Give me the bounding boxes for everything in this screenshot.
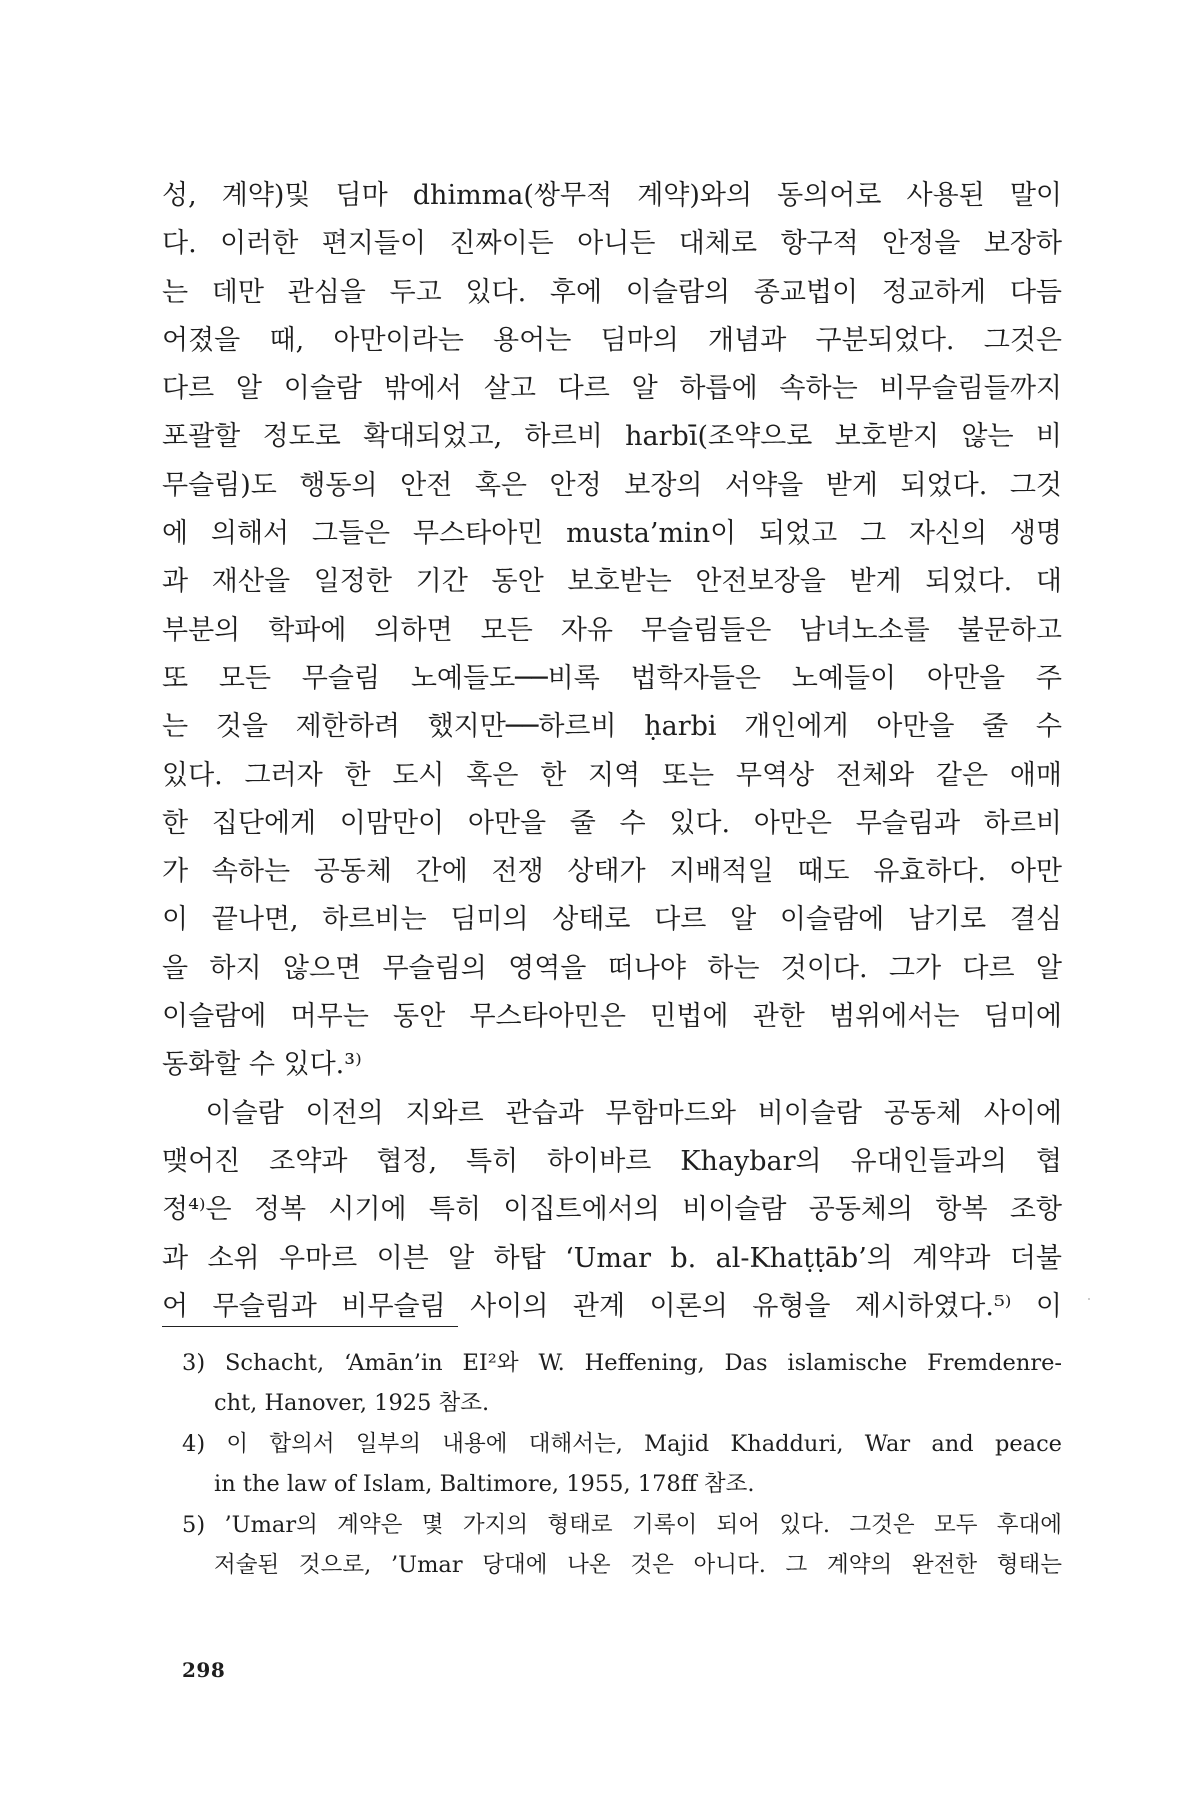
body-line: 정⁴⁾은 정복 시기에 특히 이집트에서의 비이슬람 공동체의 항복 조항 xyxy=(162,1194,1062,1226)
footnote-divider xyxy=(162,1326,458,1327)
body-line: 과 재산을 일정한 기간 동안 보호받는 안전보장을 받게 되었다. 대 xyxy=(162,566,1062,598)
body-line-paragraph-end: 동화할 수 있다.³⁾ xyxy=(162,1049,362,1081)
body-line: 맺어진 조약과 협정, 특히 하이바르 Khaybar의 유대인들과의 협 xyxy=(162,1145,1062,1177)
footnotes xyxy=(182,1344,1062,1585)
body-line: 는 데만 관심을 두고 있다. 후에 이슬람의 종교법이 정교하게 다듬 xyxy=(162,276,1062,308)
footnote-line: 4) 이 합의서 일부의 내용에 대해서는, Majid Khadduri, War and peace xyxy=(182,1431,1062,1457)
footnote-3 xyxy=(182,1344,1062,1423)
body-line: 무슬림)도 행동의 안전 혹은 안정 보장의 서약을 받게 되었다. 그것 xyxy=(162,469,1062,501)
footnote-line: cht, Hanover, 1925 참조. xyxy=(214,1389,490,1416)
body-line: 다. 이러한 편지들이 진짜이든 아니든 대체로 항구적 안정을 보장하 xyxy=(162,228,1062,260)
footnote-line: 3) Schacht, ‘Amān’in EI²와 W. Heffening, Das islamische Fremdenre- xyxy=(182,1350,1062,1376)
footnote-4 xyxy=(182,1425,1062,1504)
footnote-line: 저술된 것으로, ’Umar 당대에 나온 것은 아니다. 그 계약의 완전한 형태는 xyxy=(214,1551,1062,1578)
body-line: 가 속하는 공동체 간에 전쟁 상태가 지배적일 때도 유효하다. 아만 xyxy=(162,856,1062,888)
body-line: 과 소위 우마르 이븐 알 하탑 ‘Umar b. al-Khaṭṭāb’의 계약과 더불 xyxy=(162,1242,1062,1274)
body-line: 포괄할 정도로 확대되었고, 하르비 harbī(조약으로 보호받지 않는 비 xyxy=(162,421,1062,453)
body-line: 부분의 학파에 의하면 모든 자유 무슬림들은 남녀노소를 불문하고 xyxy=(162,614,1062,646)
page-number: 298 xyxy=(182,1658,226,1682)
body-line: 이 끝나면, 하르비는 딤미의 상태로 다르 알 이슬람에 남기로 결심 xyxy=(162,904,1062,936)
body-line: 는 것을 제한하려 했지만──하르비 ḥarbi 개인에게 아만을 줄 수 xyxy=(162,711,1062,743)
body-line: 한 집단에게 이맘만이 아만을 줄 수 있다. 아만은 무슬림과 하르비 xyxy=(162,807,1062,839)
footnote-line: in the law of Islam, Baltimore, 1955, 178ff 참조. xyxy=(214,1470,755,1497)
footnote-line: 5) ’Umar의 계약은 몇 가지의 형태로 기록이 되어 있다. 그것은 모두 후대에 xyxy=(182,1512,1062,1538)
body-line: 있다. 그러자 한 도시 혹은 한 지역 또는 무역상 전체와 같은 애매 xyxy=(162,759,1062,791)
body-line: 어졌을 때, 아만이라는 용어는 딤마의 개념과 구분되었다. 그것은 xyxy=(162,324,1062,356)
body-line: 에 의해서 그들은 무스타아민 musta’min이 되었고 그 자신의 생명 xyxy=(162,518,1062,550)
body-text xyxy=(162,172,1062,1331)
body-line-paragraph-start: 이슬람 이전의 지와르 관습과 무함마드와 비이슬람 공동체 사이에 xyxy=(162,1097,1062,1129)
body-line: 어 무슬림과 비무슬림 사이의 관계 이론의 유형을 제시하였다.⁵⁾ 이 xyxy=(162,1290,1062,1322)
body-line: 성, 계약)및 딤마 dhimma(쌍무적 계약)와의 동의어로 사용된 말이 xyxy=(162,180,1062,211)
footnote-5 xyxy=(182,1506,1062,1585)
body-line: 또 모든 무슬림 노예들도──비록 법학자들은 노예들이 아만을 주 xyxy=(162,662,1062,694)
body-line: 을 하지 않으면 무슬림의 영역을 떠나야 하는 것이다. 그가 다르 알 xyxy=(162,952,1062,984)
body-line: 다르 알 이슬람 밖에서 살고 다르 알 하릅에 속하는 비무슬림들까지 xyxy=(162,373,1062,405)
scan-speck xyxy=(1088,1298,1090,1300)
body-line: 이슬람에 머무는 동안 무스타아민은 민법에 관한 범위에서는 딤미에 xyxy=(162,1001,1062,1033)
